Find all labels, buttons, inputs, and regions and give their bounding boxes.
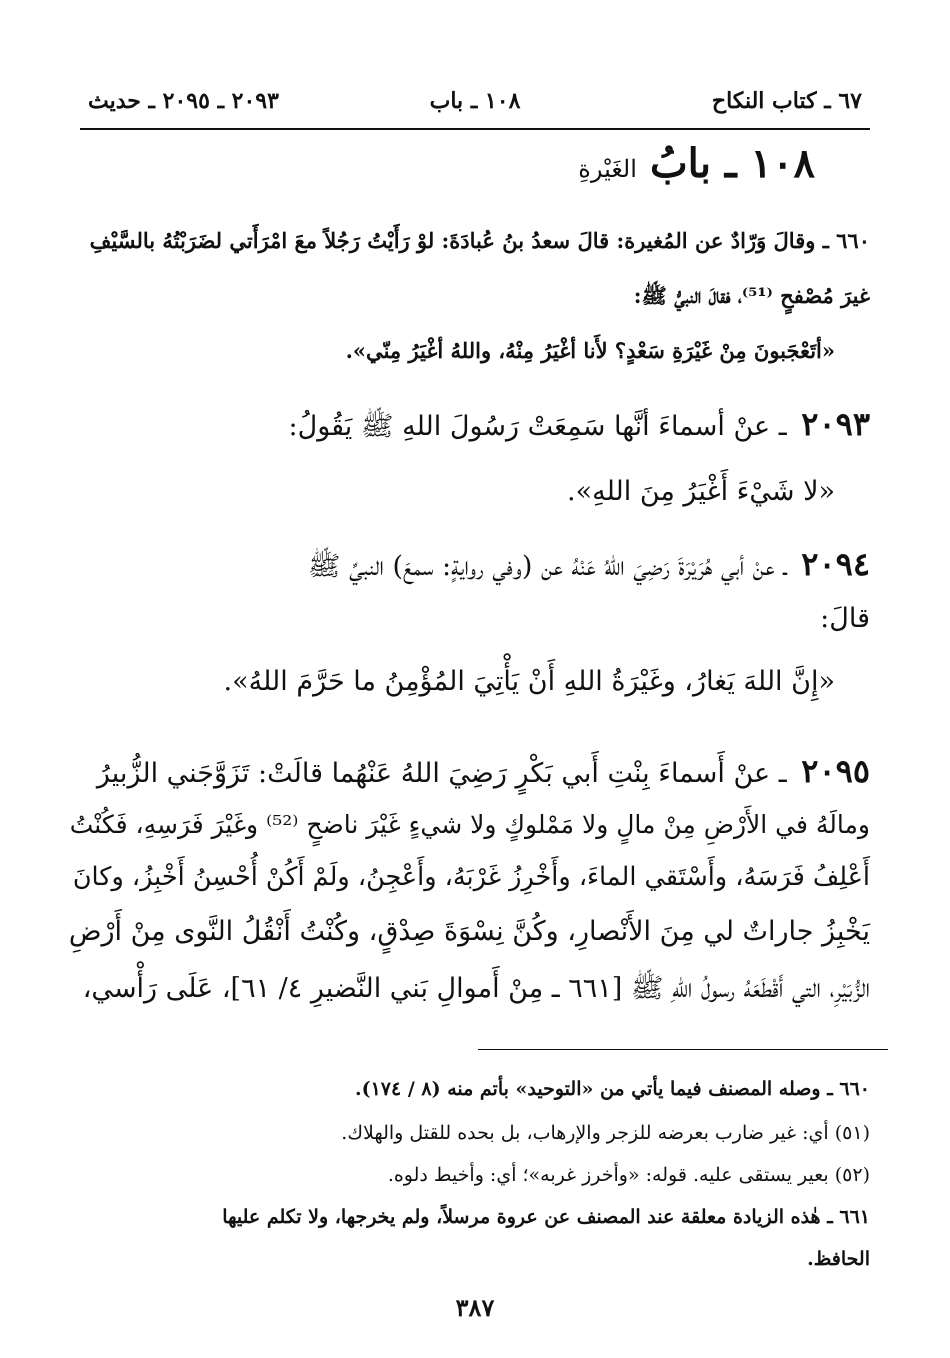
header-book-title: ٦٧ ـ كتاب النكاح [711,88,862,114]
hadith-2093-line-2: «لا شَيْءَ أَغْيَرُ مِنَ اللهِ». [567,476,835,507]
hadith-2094-line-3: «إِنَّ اللهَ يَغارُ، وغَيْرَةُ اللهِ أَنْ يَأْتِيَ المُؤْمِنُ ما حَرَّمَ اللهُ». [223,666,835,697]
hadith-text: ـ عنْ أسماءَ أنَّها سَمِعَتْ رَسُولَ اللهِ ﷺ يَقُولُ: [288,411,787,442]
footnote-661-line-1: ٦٦١ ـ هٰذه الزيادة معلقة عند المصنف عن عروة مرسلاً، ولم يخرجها، ولا تكلم عليها [222,1206,870,1228]
hadith-number: ٢٠٩٥ [801,752,870,790]
chapter-title [578,140,815,187]
header-hadith-range: ٢٠٩٣ ـ ٢٠٩٥ ـ حديث [88,88,279,114]
footnote-660: ٦٦٠ ـ وصله المصنف فيما يأتي من «التوحيد» بأتم منه (٨ / ١٧٤). [354,1078,870,1100]
commentary-660-line-3: «أتَعْجَبونَ مِنْ غَيْرَةِ سَعْدٍ؟ لأَنا أغْيَرُ مِنْهُ، واللهُ أغْيَرُ مِنّي». [345,338,835,363]
hadith-text: ـ عنْ أَسماءَ بِنْتِ أَبي بَكْرٍ رَضِيَ اللهُ عَنْهُما قالَتْ: تَزَوَّجَني الزُّبيرُ [96,758,787,789]
header-rule [80,128,870,130]
footnote-51: (٥١) أي: غير ضارب بعرضه للزجر والإرهاب، بل بحده للقتل والهلاك. [341,1122,870,1144]
footnote-52: (٥٢) بعير يستقى عليه. قوله: «وأخرز غربه»؛ أي: وأخيط دلوه. [387,1164,870,1186]
hadith-2093-line-1 [288,405,870,449]
hadith-number: ٢٠٩٣ [801,405,870,443]
hadith-2095-line-5: الزُّبَيْرِ، التي أَقْطَعَهُ رسولُ اللهِ ﷺ [٦٦١ ـ مِنْ أَموالِ بَني النَّضيرِ ٤/ ٦١]، عَلَى رَأْسي، [82,973,870,1004]
commentary-660-line-1: ٦٦٠ ـ وقالَ وَرّادٌ عن المُغيرة: قالَ سعدُ بنُ عُبادَةَ: لوْ رَأَيْتُ رَجُلاً معَ امْرَأَتي لضَرَبْتُهُ بالسَّيْفِ [89,228,870,253]
hadith-2095-line-1 [97,752,870,790]
hadith-2094-line-2: قالَ: [820,603,870,634]
commentary-660-line-2: غيرَ مُصْفحٍ ⁽⁵¹⁾، فقالَ النبيُّ ﷺ: [633,283,870,308]
hadith-2095-line-2: ومالَهُ في الأَرْضِ مِنْ مالٍ ولا مَمْلوكٍ ولا شيءٍ غَيْرَ ناضحٍ ⁽⁵²⁾ وغَيْرَ فَرَسِهِ، فَكُنْتُ [69,810,870,839]
footnote-661-line-2: الحافظ. [807,1248,870,1270]
running-header [80,88,870,122]
page-number: ٣٨٧ [455,1293,495,1322]
chapter-subtitle: الغَيْرةِ [578,155,637,183]
hadith-2095-line-4: يَخْبِزُ جاراتٌ لي مِنَ الأَنْصارِ، وكُنَّ نِسْوَةَ صِدْقٍ، وكُنْتُ أَنْقُلُ النَّوى مِنْ أَرْضِ [68,916,870,947]
hadith-number: ٢٠٩٤ [801,545,870,583]
hadith-2094-line-1 [308,545,870,589]
header-chapter: ١٠٨ ـ باب [429,88,521,114]
chapter-number: ١٠٨ ـ بابُ [650,140,815,187]
hadith-text: ـ عنْ أبي هُرَيْرَةَ رَضِيَ اللهُ عَنْهُ عن (وفي روايةٍ: سمعَ) النبيِّ ﷺ [307,551,787,582]
footnote-rule [478,1049,888,1050]
hadith-2095-line-3: أَعْلِفُ فَرَسَهُ، وأَسْتَقي الماءَ، وأَخْرِزُ غَرْبَهُ، وأَعْجِنُ، ولَمْ أَكُنْ أُحْسِنُ أَخْبِزُ، وكانَ [72,862,870,892]
